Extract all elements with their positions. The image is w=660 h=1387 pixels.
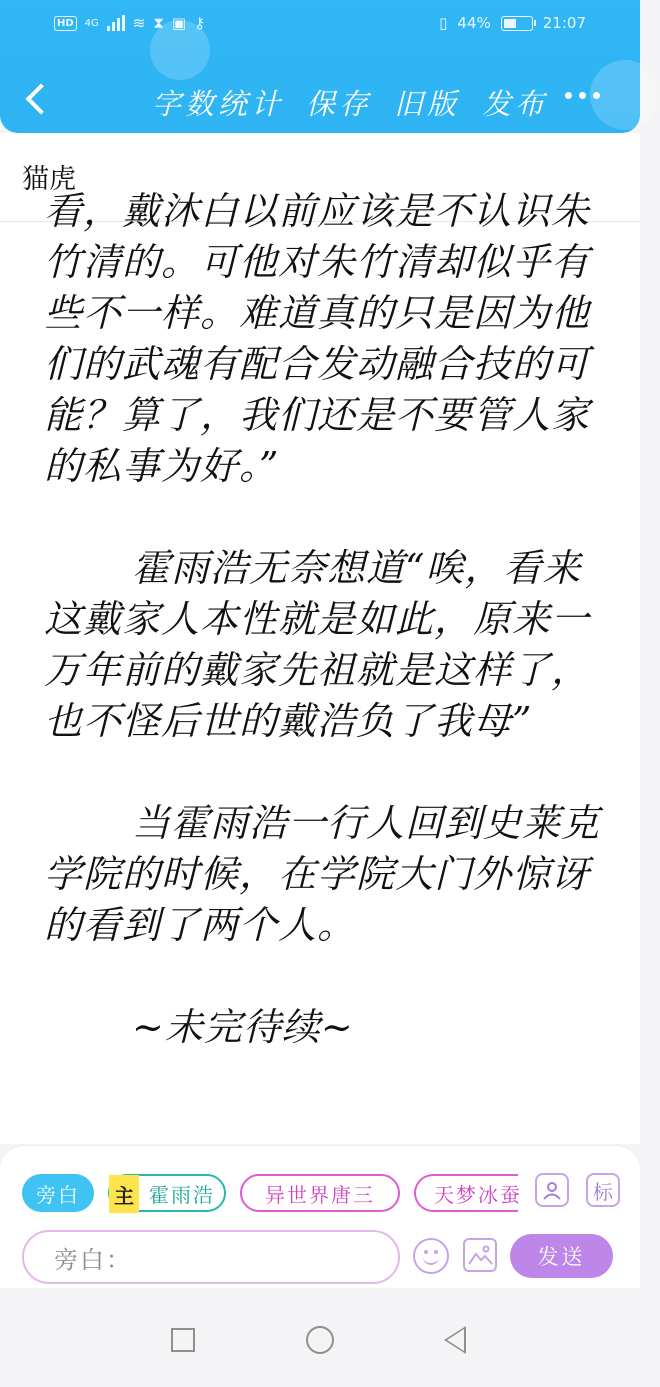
story-content[interactable] <box>0 189 640 1144</box>
battery-percent: 44% <box>457 14 491 32</box>
hourglass-icon: ⧗ <box>153 14 164 32</box>
message-input[interactable] <box>22 1230 400 1284</box>
toolbar-actions <box>152 82 548 123</box>
vibrate-icon: ▯ <box>439 14 448 32</box>
network-type: 4G <box>84 17 99 29</box>
story-title: 猫虎 <box>22 164 76 195</box>
mark-icon[interactable] <box>586 1173 620 1207</box>
back-button[interactable] <box>22 82 50 118</box>
chip-narrator[interactable]: 旁白 <box>22 1174 94 1212</box>
input-prefix: 旁白： <box>54 1245 132 1274</box>
chip-character[interactable]: 天梦冰蚕 <box>414 1174 518 1212</box>
recents-icon[interactable] <box>171 1328 195 1352</box>
system-nav-bar <box>0 1288 640 1387</box>
paragraph: 当霍雨浩一行人回到史莱克学院的时候，在学院大门外惊讶的看到了两个人。 <box>44 801 601 947</box>
status-bar <box>0 10 640 42</box>
character-chips <box>22 1174 522 1212</box>
compose-panel <box>0 1146 640 1288</box>
paragraph: 霍雨浩无奈想道“唉，看来这戴家人本性就是如此，原来一万年前的戴家先祖就是这样了，也不怪后世的戴浩负了我母” <box>44 546 591 743</box>
more-icon[interactable] <box>565 92 600 99</box>
chip-label: 霍雨浩 <box>149 1182 215 1207</box>
image-icon[interactable] <box>463 1238 497 1272</box>
save-button[interactable]: 保存 <box>306 87 373 121</box>
old-version-button[interactable]: 旧版 <box>394 87 461 121</box>
app-header <box>0 0 640 133</box>
signal-icon <box>107 15 125 31</box>
emoji-icon[interactable] <box>413 1238 449 1274</box>
mark-label: 标 <box>593 1179 613 1204</box>
key-icon: ⚷ <box>194 14 206 32</box>
home-icon[interactable] <box>306 1326 334 1354</box>
toolbar <box>0 70 640 130</box>
app-icon: ▣ <box>171 14 187 32</box>
hd-icon: HD <box>54 16 77 31</box>
to-be-continued: ~未完待续~ <box>132 1005 354 1049</box>
chip-character[interactable]: 异世界唐三 <box>240 1174 400 1212</box>
character-icon[interactable] <box>535 1173 569 1207</box>
wifi-icon: ≋ <box>132 14 146 32</box>
battery-icon <box>501 16 533 31</box>
back-triangle-icon[interactable] <box>444 1326 466 1354</box>
word-count-button[interactable]: 字数统计 <box>152 87 285 121</box>
publish-button[interactable]: 发布 <box>482 87 549 121</box>
paragraph: 看，戴沐白以前应该是不认识朱竹清的。可他对朱竹清却似乎有些不一样。难道真的只是因为他们的武魂有配合发动融合技的可能？算了，我们还是不要管人家的私事为好。” <box>44 189 591 488</box>
send-button[interactable]: 发送 <box>510 1234 613 1278</box>
chip-main-character[interactable] <box>108 1174 226 1212</box>
main-tag: 主 <box>109 1175 139 1213</box>
clock: 21:07 <box>542 14 586 32</box>
